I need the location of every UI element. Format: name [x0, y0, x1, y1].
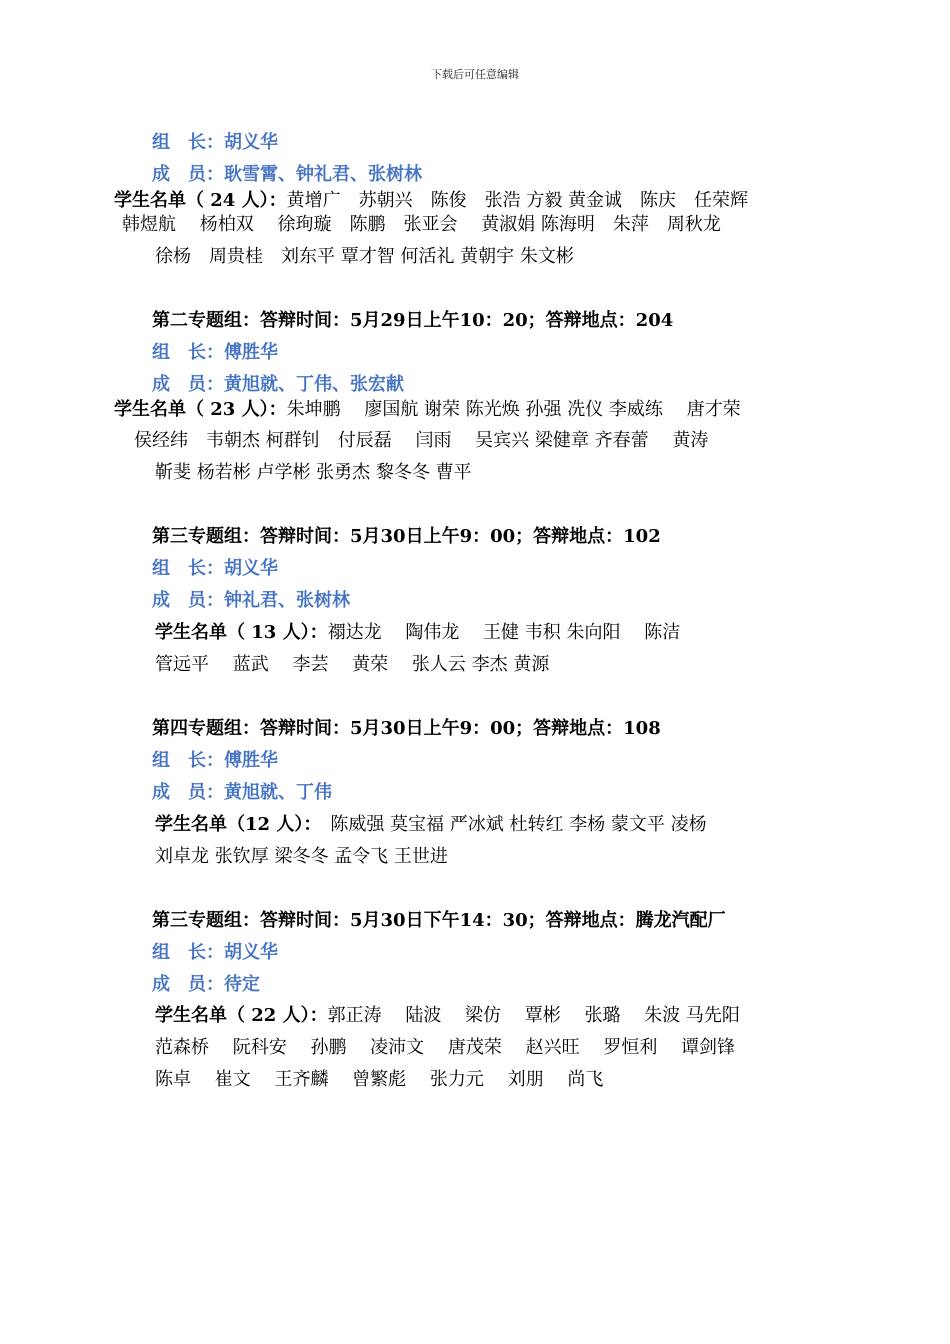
group-1-members: 成 员：耿雪霄、钟礼君、张树林	[152, 164, 422, 185]
group-5-list-label: 学生名单（ 22 人）：	[155, 1005, 328, 1026]
group-5-names-3: 陈卓 崔文 王齐麟 曾繁彪 张力元 刘朋 尚飞	[155, 1069, 604, 1090]
group-5-student-line-1	[155, 1004, 740, 1028]
group-5-names-2: 范森桥 阮科安 孙鹏 凌沛文 唐茂荣 赵兴旺 罗恒利 谭剑锋	[155, 1037, 736, 1058]
group-4-names-1: 陈威强 莫宝福 严冰斌 杜转红 李杨 蒙文平 凌杨	[312, 814, 707, 835]
group-4-student-line-1	[155, 813, 707, 837]
group-3-title: 第三专题组：答辩时间：5月30日上午9：00；答辩地点：102	[152, 526, 661, 547]
group-5-members: 成 员：待定	[152, 974, 260, 995]
group-4-title: 第四专题组：答辩时间：5月30日上午9：00；答辩地点：108	[152, 718, 661, 739]
group-2-names-3: 靳斐 杨若彬 卢学彬 张勇杰 黎冬冬 曹平	[155, 462, 472, 483]
group-1-leader: 组 长：胡义华	[152, 132, 278, 153]
group-2-leader: 组 长：傅胜华	[152, 342, 278, 363]
group-4-names-2: 刘卓龙 张钦厚 梁冬冬 孟令飞 王世进	[155, 846, 448, 867]
group-3-leader: 组 长：胡义华	[152, 558, 278, 579]
group-2-list-label: 学生名单（ 23 人）：	[114, 399, 287, 420]
group-2-names-2: 侯经纬 韦朝杰 柯群钊 付辰磊 闫雨 吴宾兴 梁健章 齐春蕾 黄涛	[134, 430, 709, 451]
group-1-names-3: 徐杨 周贵桂 刘东平 覃才智 何活礼 黄朝宇 朱文彬	[155, 246, 574, 267]
group-1-names-1: 黄增广 苏朝兴 陈俊 张浩 方毅 黄金诚 陈庆 任荣辉	[286, 190, 749, 211]
group-4-members: 成 员：黄旭就、丁伟	[152, 782, 332, 803]
group-1-names-2: 韩煜航 杨柏双 徐珣璇 陈鹏 张亚会 黄淑娟 陈海明 朱萍 周秋龙	[122, 214, 721, 235]
group-2-names-1: 朱坤鹏 廖国航 谢荣 陈光焕 孙强 冼仪 李威练 唐才荣	[286, 399, 741, 420]
group-3-names-2: 管远平 蓝武 李芸 黄荣 张人云 李杰 黄源	[155, 654, 550, 675]
group-3-names-1: 禤达龙 陶伟龙 王健 韦积 朱向阳 陈洁	[327, 622, 681, 643]
group-5-names-1: 郭正涛 陆波 梁仿 覃彬 张璐 朱波 马先阳	[327, 1005, 740, 1026]
group-2-title: 第二专题组：答辩时间：5月29日上午10：20；答辩地点：204	[152, 310, 674, 331]
group-4-list-label: 学生名单（12 人）：	[155, 814, 313, 835]
group-1-student-line-1	[114, 189, 748, 213]
group-5-leader: 组 长：胡义华	[152, 942, 278, 963]
group-4-leader: 组 长：傅胜华	[152, 750, 278, 771]
group-2-student-line-1	[114, 398, 741, 422]
group-2-members: 成 员：黄旭就、丁伟、张宏献	[152, 374, 404, 395]
page-header: 下载后可任意编辑	[431, 68, 519, 81]
group-5-title: 第三专题组：答辩时间：5月30日下午14：30；答辩地点：腾龙汽配厂	[152, 910, 726, 931]
group-3-list-label: 学生名单（ 13 人）：	[155, 622, 328, 643]
group-3-student-line-1	[155, 621, 680, 645]
group-1-list-label: 学生名单（ 24 人）：	[114, 190, 287, 211]
group-3-members: 成 员：钟礼君、张树林	[152, 590, 350, 611]
